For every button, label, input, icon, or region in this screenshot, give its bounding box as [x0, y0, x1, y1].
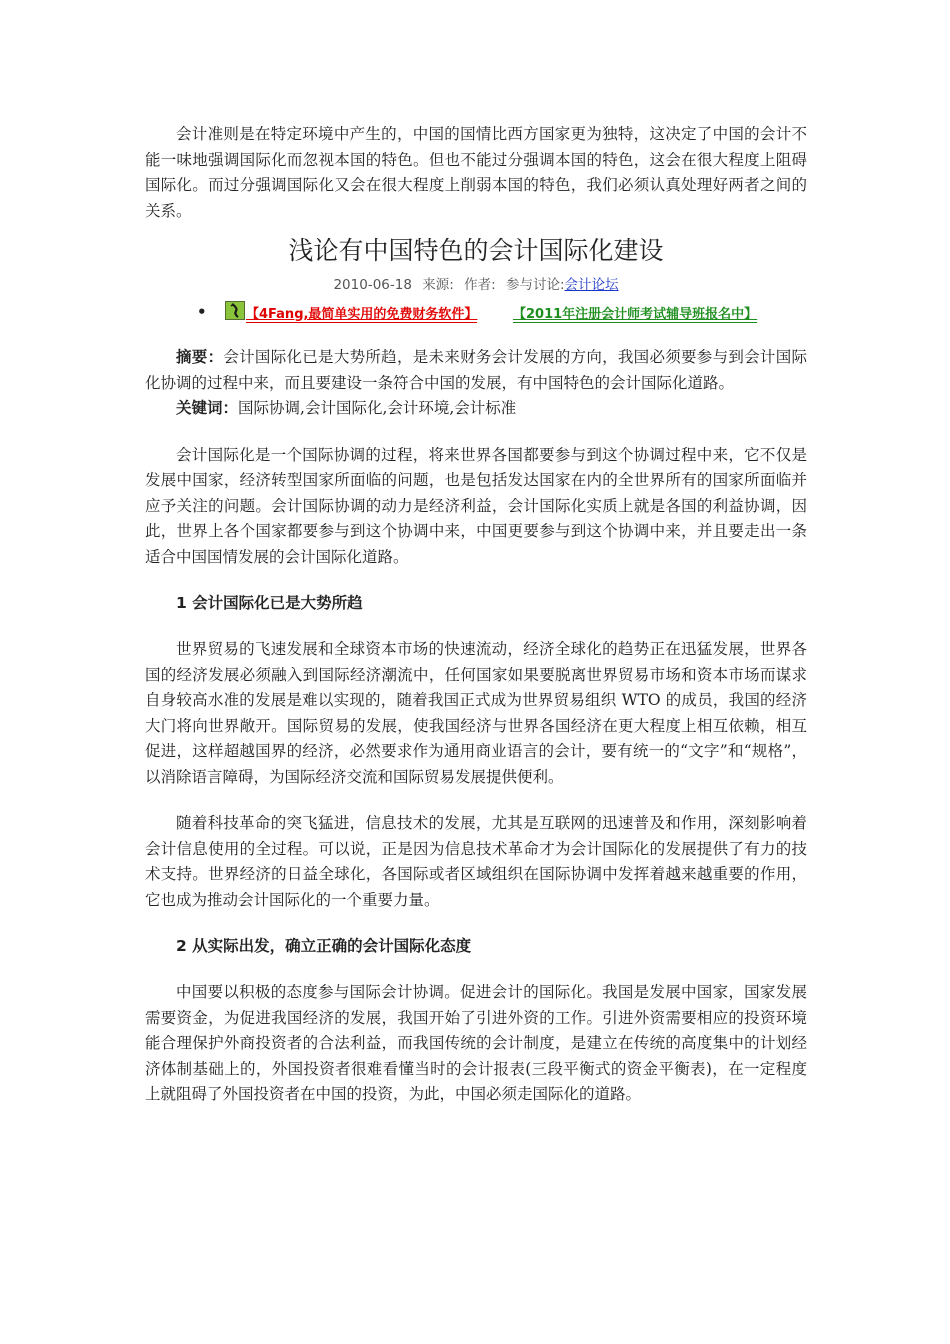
keywords-text: 国际协调,会计国际化,会计环境,会计标准 [238, 399, 517, 417]
author-label: 作者: [464, 277, 496, 293]
ad-link-exam[interactable]: 【2011年注册会计师考试辅导班报名中】 [513, 303, 757, 323]
intro-paragraph: 会计准则是在特定环境中产生的，中国的国情比西方国家更为独特，这决定了中国的会计不能一味地强调国际化而忽视本国的特色。但也不能过分强调本国的特色，这会在很大程度上阻碍国际化。而过分强调国际化又会在很大程度上削弱本国的特色，我们必须认真处理好两者之间的关系。 [145, 125, 807, 220]
body-paragraph-3: 随着科技革命的突飞猛进，信息技术的发展，尤其是互联网的迅速普及和作用，深刻影响着会计信息使用的全过程。可以说，正是因为信息技术革命才为会计国际化的发展提供了有力的技术支持。世界经济的日益全球化，各国际或者区域组织在国际协调中发挥着越来越重要的作用，它也成为推动会计国际化的一个重要力量。 [145, 814, 807, 909]
keywords-label: 关键词： [176, 399, 239, 417]
abstract [145, 345, 807, 396]
discuss-label: 参与讨论: [505, 277, 565, 293]
body-paragraph-2: 世界贸易的飞速发展和全球资本市场的快速流动，经济全球化的趋势正在迅猛发展，世界各国的经济发展必须融入到国际经济潮流中，任何国家如果要脱离世界贸易市场和资本市场而谋求自身较高水准的发展是难以实现的，随着我国正式成为世界贸易组织 WTO 的成员，我国的经济大门将向世界敞开。国际贸易的发展，使我国经济与世界各国经济在更大程度上相互依赖，相互促进，这样超越国界的经济，必然要求作为通用商业语言的会计，要有统一的“文字”和“规格”，以消除语言障碍，为国际经济交流和国际贸易发展提供便利。 [145, 640, 807, 786]
forum-link[interactable]: 会计论坛 [564, 277, 619, 293]
article-meta [145, 275, 807, 295]
section-heading-2: 2 从实际出发，确立正确的会计国际化态度 [176, 937, 472, 955]
publish-date: 2010-06-18 [333, 277, 412, 293]
abstract-text: 会计国际化已是大势所趋，是未来财务会计发展的方向，我国必须要参与到会计国际化协调的过程中来，而且要建设一条符合中国的发展，有中国特色的会计国际化道路。 [145, 348, 807, 392]
keywords [145, 396, 807, 422]
document-page [145, 122, 807, 1108]
source-label: 来源: [422, 277, 454, 293]
download-icon[interactable] [225, 301, 245, 320]
abstract-label: 摘要： [176, 348, 224, 366]
bullet-icon: • [197, 303, 207, 321]
body-paragraph-4: 中国要以积极的态度参与国际会计协调。促进会计的国际化。我国是发展中国家，国家发展需要资金，为促进我国经济的发展，我国开始了引进外资的工作。引进外资需要相应的投资环境能合理保护外商投资者的合法利益，而我国传统的会计制度，是建立在传统的高度集中的计划经济体制基础上的，外国投资者很难看懂当时的会计报表(三段平衡式的资金平衡表)，在一定程度上就阻碍了外国投资者在中国的投资，为此，中国必须走国际化的道路。 [145, 983, 807, 1103]
section-heading-1: 1 会计国际化已是大势所趋 [176, 594, 363, 612]
ad-line [145, 301, 807, 323]
ad-link-software[interactable]: 【4Fang,最简单实用的免费财务软件】 [246, 303, 477, 323]
article-title: 浅论有中国特色的会计国际化建设 [288, 236, 664, 265]
body-paragraph-1: 会计国际化是一个国际协调的过程，将来世界各国都要参与到这个协调过程中来，它不仅是发展中国家，经济转型国家所面临的问题，也是包括发达国家在内的全世界所有的国家所面临并应予关注的问题。会计国际协调的动力是经济利益，会计国际化实质上就是各国的利益协调，因此，世界上各个国家都要参与到这个协调中来，中国更要参与到这个协调中来，并且要走出一条适合中国国情发展的会计国际化道路。 [145, 445, 807, 566]
